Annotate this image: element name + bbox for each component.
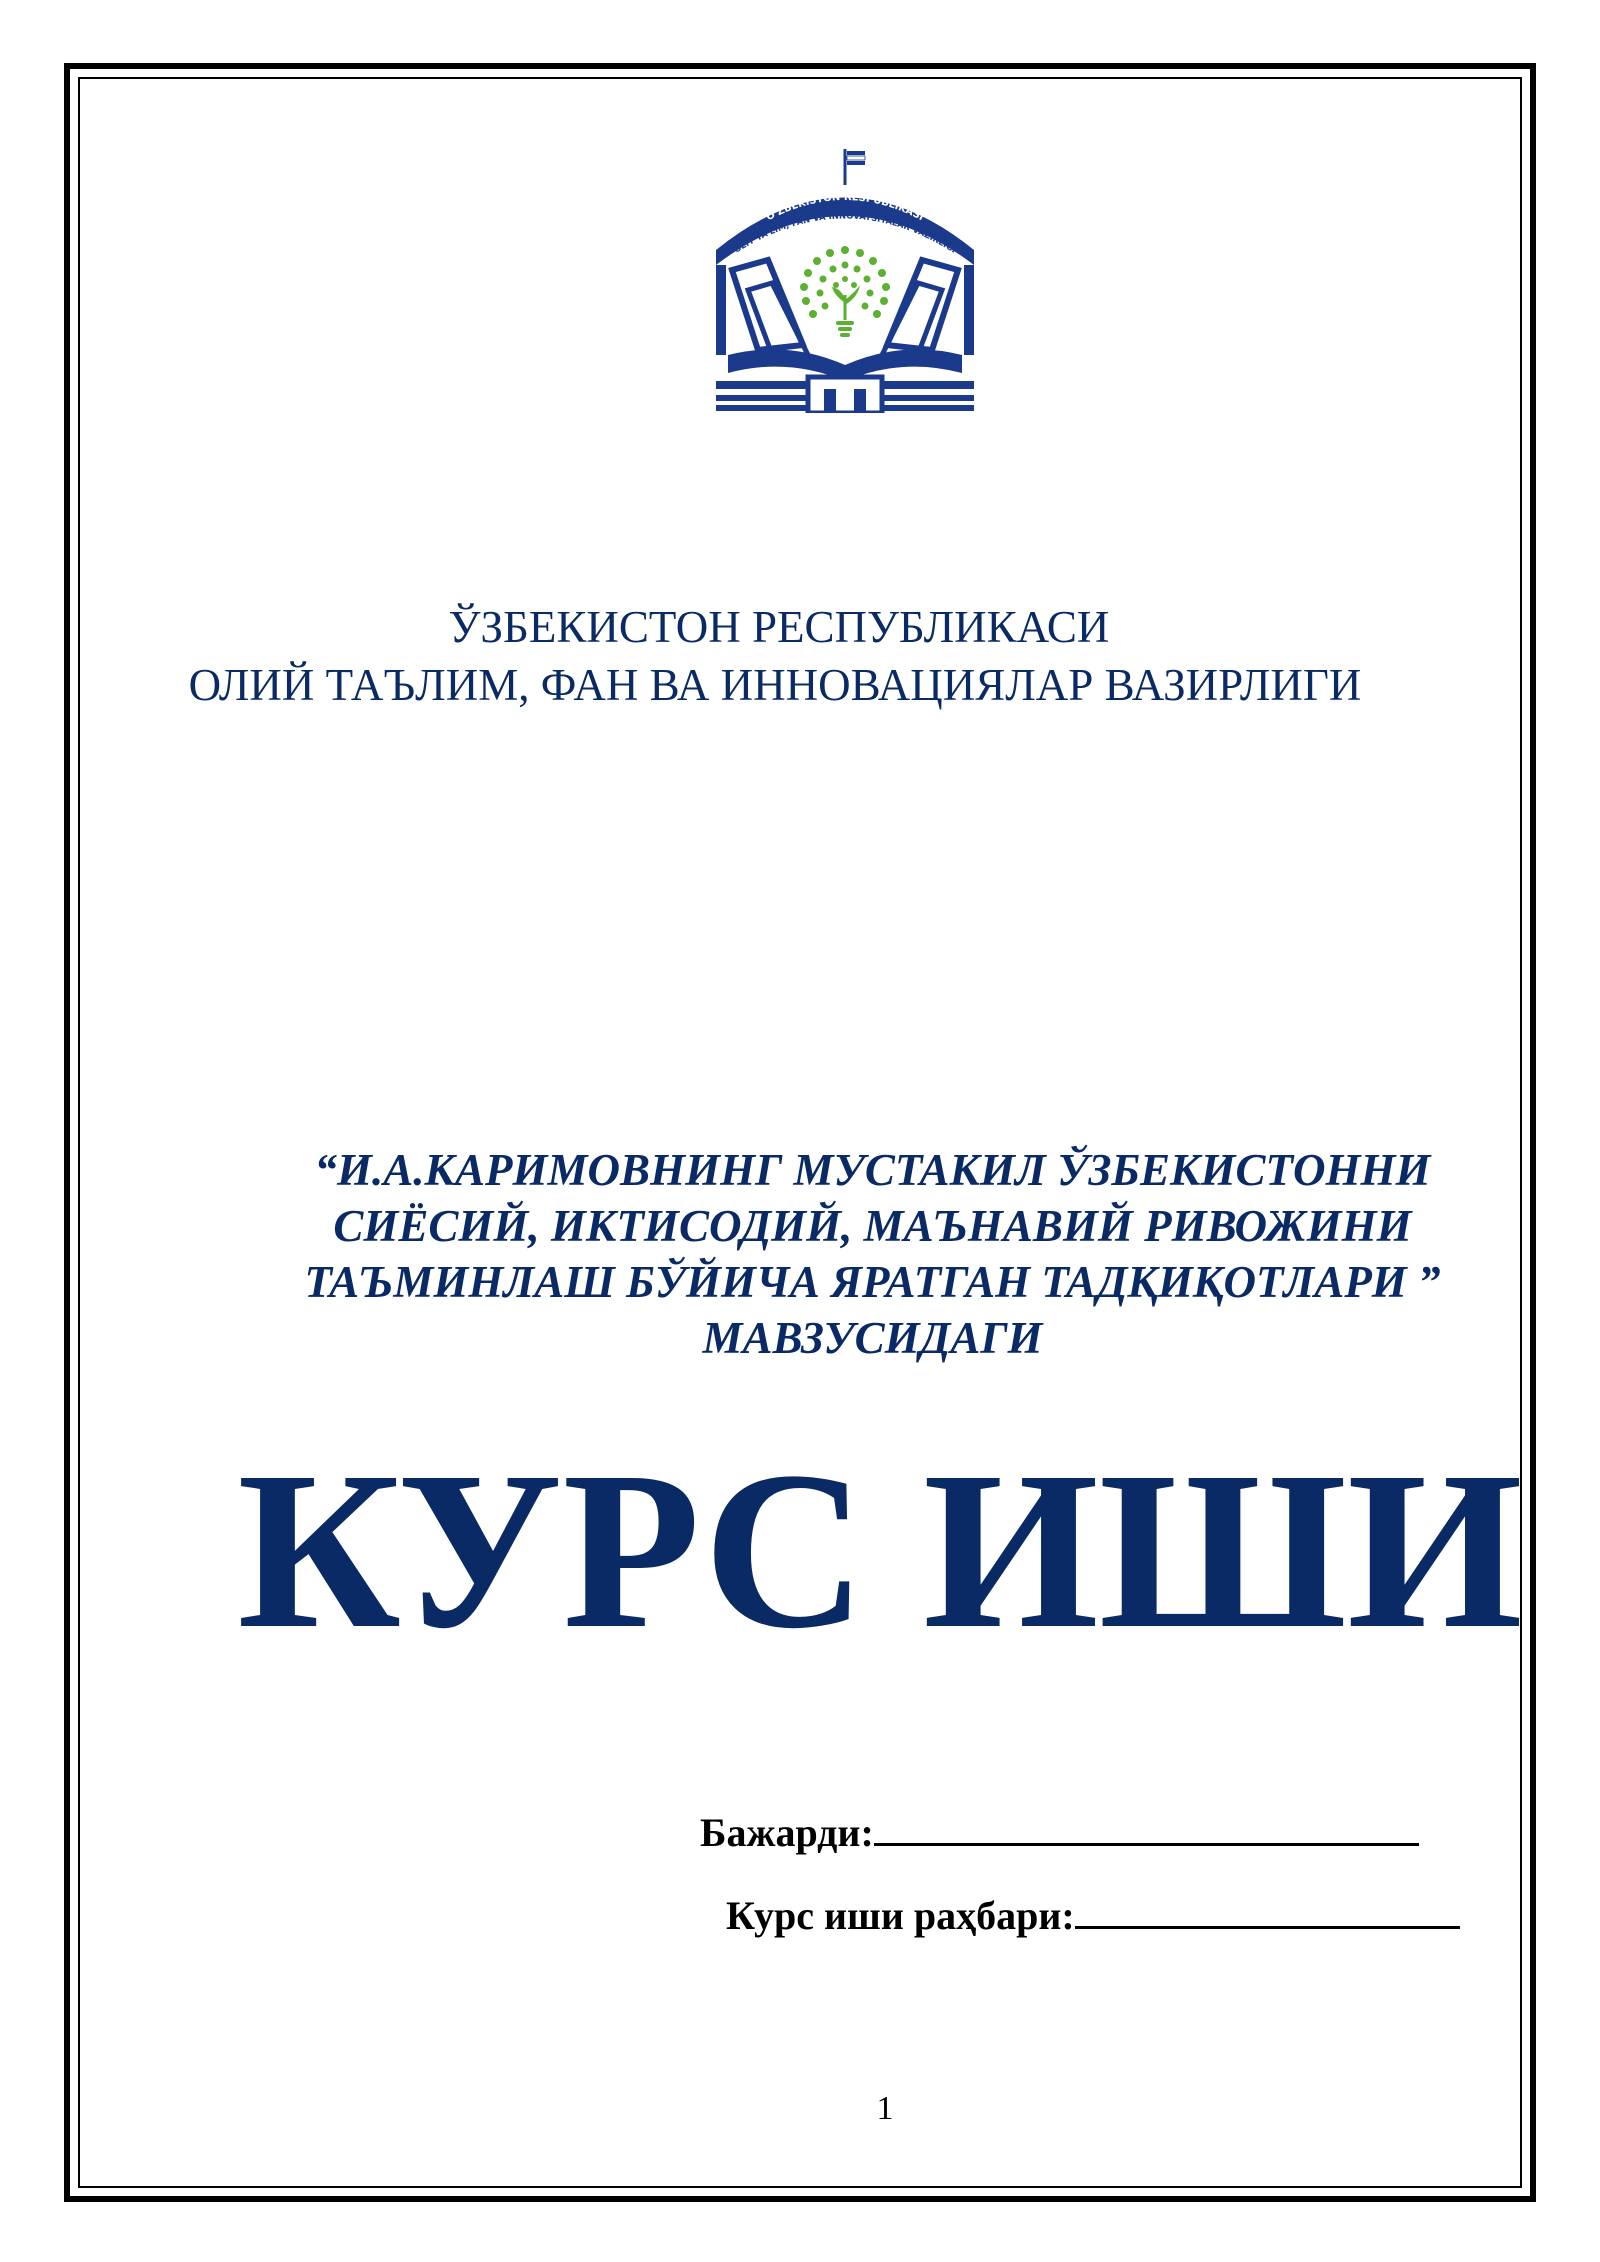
document-title: КУРС ИШИ bbox=[237, 1425, 1523, 1675]
performer-line bbox=[700, 1808, 1419, 1858]
topic-line-2: СИЁСИЙ, ИКТИСОДИЙ, МАЪНАВИЙ РИВОЖИНИ bbox=[333, 1201, 1412, 1251]
page-number: 1 bbox=[876, 2090, 894, 2127]
topic-line-3: ТАЪМИНЛАШ БЎЙИЧА ЯРАТГАН ТАДҚИҚОТЛАРИ ” bbox=[304, 1257, 1441, 1307]
topic-line-4: МАВЗУСИДАГИ bbox=[702, 1313, 1043, 1363]
supervisor-blank bbox=[1075, 1894, 1460, 1929]
svg-text:O'ZBEKISTON RESPUBLIKASI: O'ZBEKISTON RESPUBLIKASI bbox=[764, 191, 926, 224]
ministry-line-2: ОЛИЙ ТАЪЛИМ, ФАН ВА ИННОВАЦИЯЛАР ВАЗИРЛИГИ bbox=[188, 660, 1362, 710]
supervisor-line bbox=[726, 1891, 1460, 1941]
topic-line-1: “И.А.КАРИМОВНИНГ МУСТАКИЛ ЎЗБЕКИСТОННИ bbox=[314, 1145, 1431, 1195]
performer-blank bbox=[874, 1811, 1419, 1846]
svg-text:OLIY TA'LIM, FAN VA INNOVATSIY: OLIY TA'LIM, FAN VA INNOVATSIYALAR VAZIRLIGI bbox=[732, 211, 958, 256]
ministry-logo bbox=[708, 145, 982, 413]
ministry-line-1: ЎЗБЕКИСТОН РЕСПУБЛИКАСИ bbox=[448, 602, 1110, 652]
performer-label: Бажарди: bbox=[700, 1810, 874, 1855]
supervisor-label: Курс иши раҳбари: bbox=[726, 1893, 1075, 1938]
topic-title bbox=[250, 1142, 1495, 1366]
